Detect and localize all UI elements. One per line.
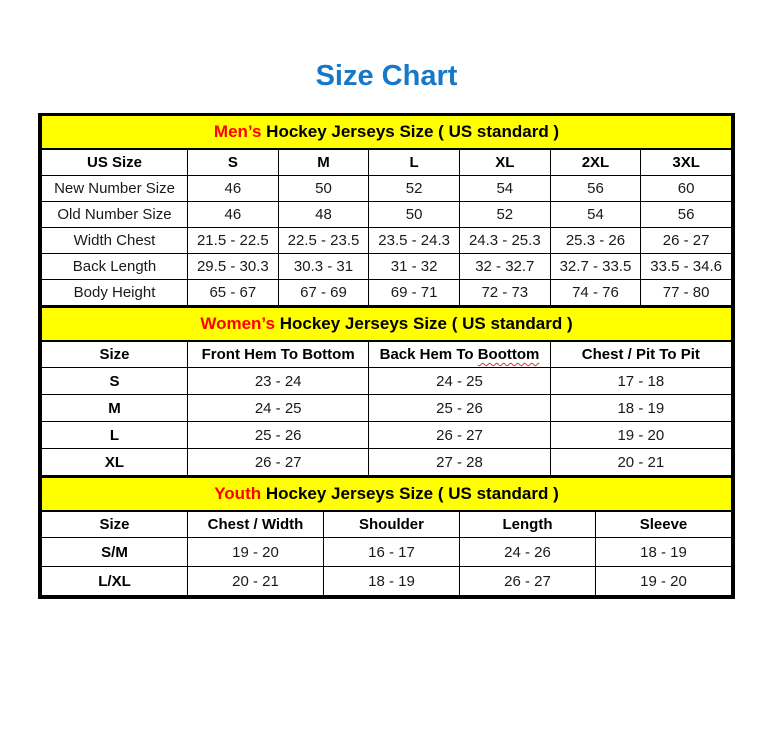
womens-column-header-row: [42, 341, 732, 368]
table-cell: 25.3 - 26: [550, 228, 641, 254]
table-cell: 60: [641, 176, 732, 202]
table-cell: 72 - 73: [459, 280, 550, 306]
mens-col-2xl: 2XL: [550, 149, 641, 176]
table-cell: 16 - 17: [324, 538, 460, 567]
youth-col-size: Size: [42, 511, 188, 538]
size-label: L: [42, 422, 188, 449]
table-row: [42, 538, 732, 567]
table-cell: 26 - 27: [460, 567, 596, 596]
womens-col-back-hem-misspelled: Boottom: [477, 346, 540, 363]
size-chart: [38, 113, 735, 599]
table-cell: 19 - 20: [596, 567, 732, 596]
size-label: XL: [42, 449, 188, 476]
mens-col-3xl: 3XL: [641, 149, 732, 176]
table-cell: 20 - 21: [550, 449, 731, 476]
table-cell: 33.5 - 34.6: [641, 254, 732, 280]
table-cell: 56: [641, 202, 732, 228]
table-row: [42, 395, 732, 422]
row-label: Body Height: [42, 280, 188, 306]
row-label: New Number Size: [42, 176, 188, 202]
table-cell: 23.5 - 24.3: [369, 228, 460, 254]
table-cell: 26 - 27: [188, 449, 369, 476]
table-cell: 54: [459, 176, 550, 202]
womens-header-accent: Women’s: [200, 314, 275, 333]
youth-col-length: Length: [460, 511, 596, 538]
womens-col-back-hem: [369, 341, 550, 368]
youth-col-sleeve: Sleeve: [596, 511, 732, 538]
table-cell: 17 - 18: [550, 368, 731, 395]
row-label: Old Number Size: [42, 202, 188, 228]
table-cell: 77 - 80: [641, 280, 732, 306]
table-row: [42, 254, 732, 280]
womens-col-chest: Chest / Pit To Pit: [550, 341, 731, 368]
table-cell: 50: [278, 176, 369, 202]
table-cell: 26 - 27: [369, 422, 550, 449]
youth-size-table: [41, 476, 732, 596]
table-row: [42, 449, 732, 476]
table-cell: 50: [369, 202, 460, 228]
row-label: Width Chest: [42, 228, 188, 254]
table-cell: 24 - 25: [188, 395, 369, 422]
mens-header-text: Hockey Jerseys Size ( US standard ): [261, 122, 560, 141]
table-cell: 52: [459, 202, 550, 228]
table-cell: 67 - 69: [278, 280, 369, 306]
table-cell: 31 - 32: [369, 254, 460, 280]
table-row: [42, 567, 732, 596]
table-cell: 54: [550, 202, 641, 228]
table-cell: 25 - 26: [188, 422, 369, 449]
mens-col-xl: XL: [459, 149, 550, 176]
womens-header-text: Hockey Jerseys Size ( US standard ): [274, 314, 573, 333]
table-cell: 29.5 - 30.3: [188, 254, 279, 280]
table-cell: 18 - 19: [324, 567, 460, 596]
womens-section-header: [42, 307, 732, 341]
table-cell: 23 - 24: [188, 368, 369, 395]
table-cell: 24 - 25: [369, 368, 550, 395]
mens-section-header: [42, 116, 732, 149]
mens-section-header-row: [42, 116, 732, 149]
page-title: Size Chart: [315, 60, 458, 92]
table-cell: 20 - 21: [188, 567, 324, 596]
youth-section-header-row: [42, 477, 732, 511]
womens-size-table: [41, 306, 732, 476]
table-cell: 69 - 71: [369, 280, 460, 306]
mens-col-m: M: [278, 149, 369, 176]
table-cell: 46: [188, 176, 279, 202]
table-cell: 46: [188, 202, 279, 228]
youth-header-text: Hockey Jerseys Size ( US standard ): [261, 484, 559, 503]
table-cell: 21.5 - 22.5: [188, 228, 279, 254]
table-row: [42, 422, 732, 449]
mens-header-accent: Men’s: [213, 122, 262, 141]
mens-col-l: L: [369, 149, 460, 176]
size-label: L/XL: [42, 567, 188, 596]
table-cell: 24 - 26: [460, 538, 596, 567]
table-row: [42, 280, 732, 306]
youth-section-header: [42, 477, 732, 511]
mens-size-table: [41, 116, 732, 306]
womens-col-front-hem: Front Hem To Bottom: [188, 341, 369, 368]
mens-col-s: S: [188, 149, 279, 176]
table-cell: 30.3 - 31: [278, 254, 369, 280]
row-label: Back Length: [42, 254, 188, 280]
table-row: [42, 202, 732, 228]
youth-col-chest: Chest / Width: [188, 511, 324, 538]
table-cell: 56: [550, 176, 641, 202]
mens-col-us-size: US Size: [42, 149, 188, 176]
table-cell: 22.5 - 23.5: [278, 228, 369, 254]
table-cell: 32 - 32.7: [459, 254, 550, 280]
size-label: S/M: [42, 538, 188, 567]
table-cell: 52: [369, 176, 460, 202]
womens-section-header-row: [42, 307, 732, 341]
womens-col-back-hem-prefix: Back Hem To: [379, 346, 478, 363]
table-cell: 19 - 20: [188, 538, 324, 567]
womens-col-size: Size: [42, 341, 188, 368]
table-row: [42, 228, 732, 254]
table-cell: 19 - 20: [550, 422, 731, 449]
size-label: S: [42, 368, 188, 395]
table-row: [42, 176, 732, 202]
table-cell: 24.3 - 25.3: [459, 228, 550, 254]
youth-col-shoulder: Shoulder: [324, 511, 460, 538]
mens-column-header-row: [42, 149, 732, 176]
table-cell: 74 - 76: [550, 280, 641, 306]
table-cell: 25 - 26: [369, 395, 550, 422]
youth-header-accent: Youth: [214, 484, 262, 503]
table-cell: 65 - 67: [188, 280, 279, 306]
table-cell: 32.7 - 33.5: [550, 254, 641, 280]
youth-column-header-row: [42, 511, 732, 538]
table-cell: 48: [278, 202, 369, 228]
table-row: [42, 368, 732, 395]
table-cell: 18 - 19: [550, 395, 731, 422]
table-cell: 18 - 19: [596, 538, 732, 567]
table-cell: 27 - 28: [369, 449, 550, 476]
table-cell: 26 - 27: [641, 228, 732, 254]
size-label: M: [42, 395, 188, 422]
